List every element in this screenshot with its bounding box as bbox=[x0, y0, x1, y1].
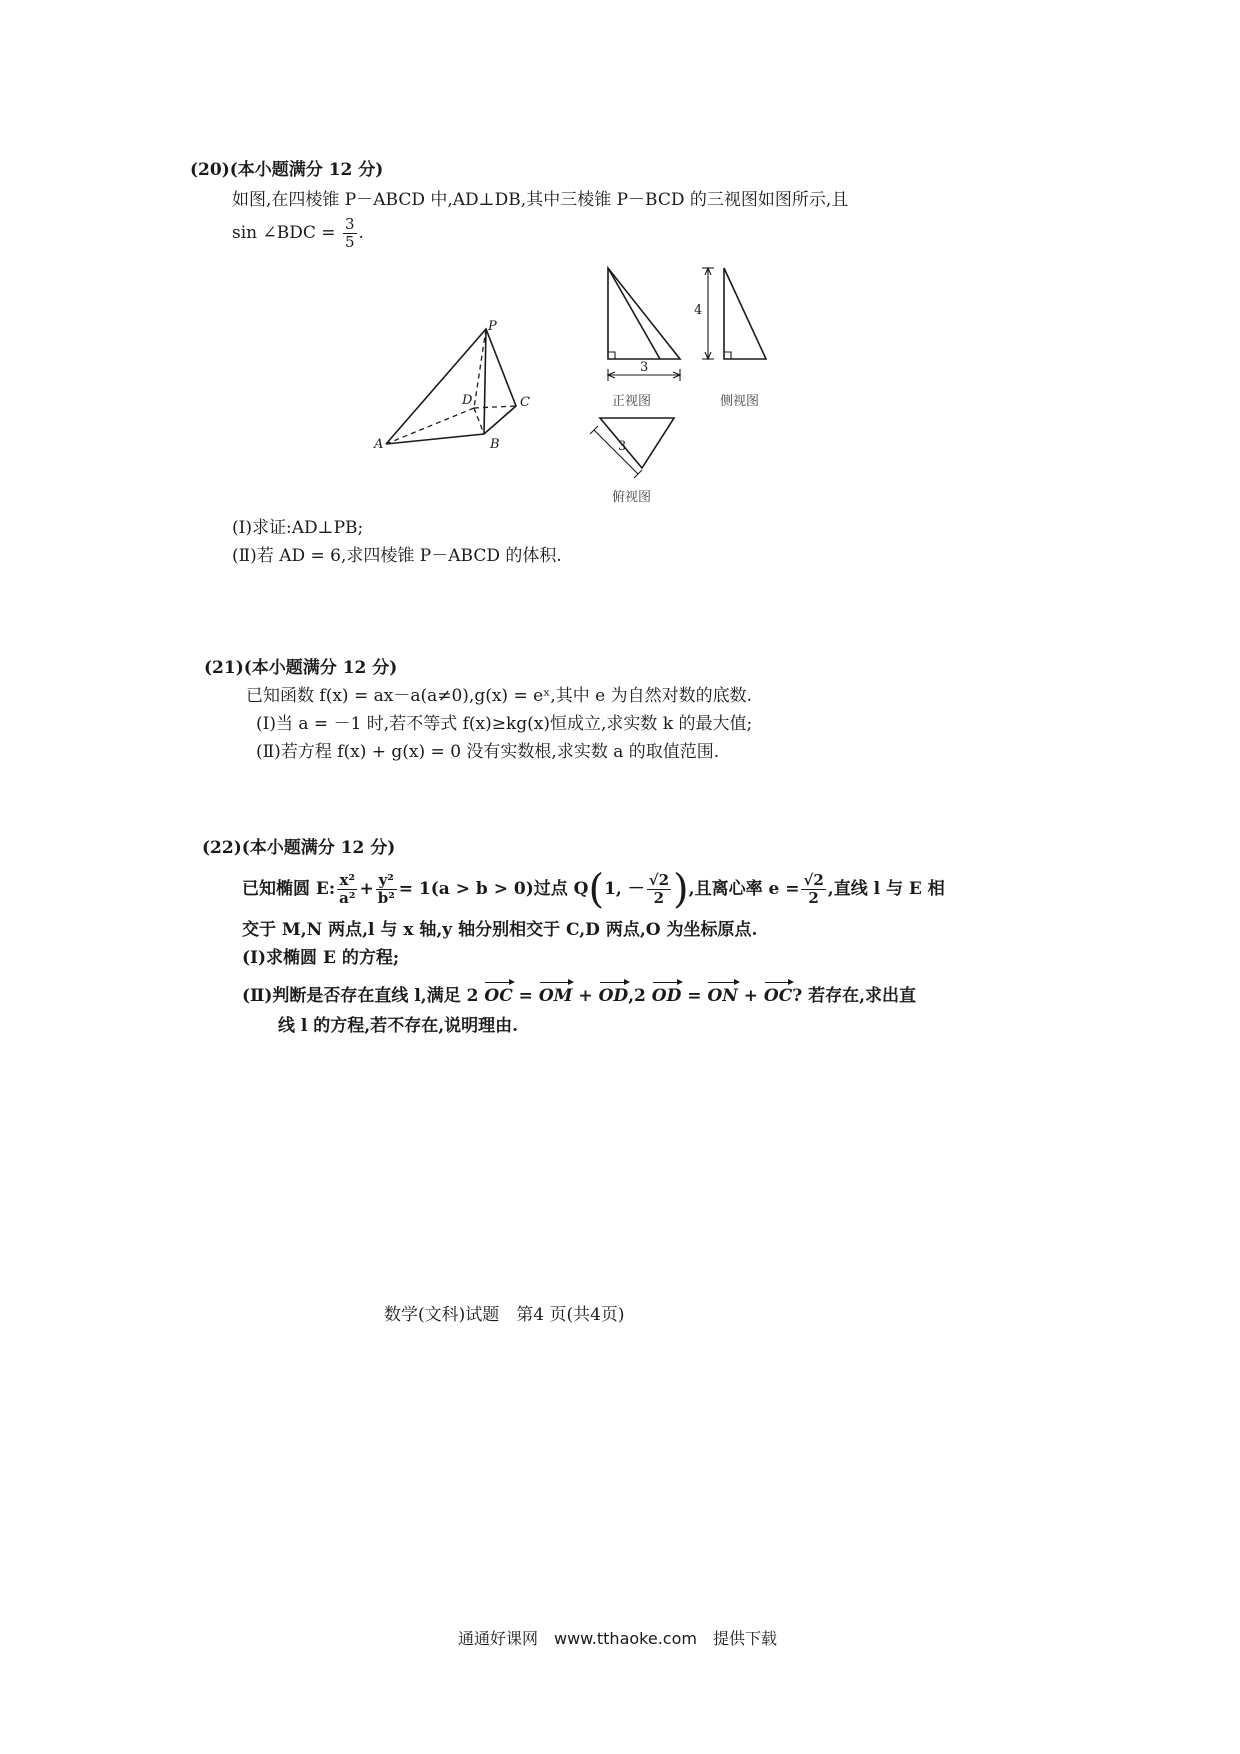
site-footer: 通通好课网 www.tthaoke.com 提供下载 bbox=[458, 1629, 777, 1648]
label-A: A bbox=[374, 437, 384, 452]
q22-statement-line2: 交于 M,N 两点,l 与 x 轴,y 轴分别相交于 C,D 两点,O 为坐标原点. bbox=[242, 920, 758, 940]
q22-frac-x bbox=[337, 872, 357, 907]
vector-OC-2: OC bbox=[763, 986, 793, 1006]
q20-part2: (Ⅱ)若 AD = 6,求四棱锥 P－ABCD 的体积. bbox=[232, 546, 562, 566]
page-footer: 数学(文科)试题 第4 页(共4页) bbox=[384, 1305, 625, 1325]
label-B: B bbox=[490, 437, 500, 452]
q22-paren-close: ) bbox=[673, 866, 689, 913]
q22-line-intersect: ,直线 l 与 E 相 bbox=[827, 879, 945, 899]
q22-frac-x-den: a² bbox=[339, 889, 356, 907]
q22-condition: = 1(a > b > 0)过点 Q bbox=[398, 879, 589, 899]
q22-plus: + bbox=[359, 879, 374, 899]
q22-ellipse-label: 已知椭圆 E: bbox=[242, 879, 336, 899]
q22-eq-1: = bbox=[518, 986, 533, 1006]
side-view bbox=[694, 262, 798, 372]
vector-OD: OD bbox=[598, 986, 629, 1006]
q20-statement-line2 bbox=[232, 216, 364, 251]
pyramid-figure bbox=[374, 319, 580, 462]
label-C: C bbox=[520, 395, 530, 410]
q21-statement: 已知函数 f(x) = ax－a(a≠0),g(x) = eˣ,其中 e 为自然对数的底数. bbox=[246, 686, 753, 706]
q22-part2-line2: 线 l 的方程,若不存在,说明理由. bbox=[278, 1016, 519, 1036]
q22-frac-y-num: y² bbox=[376, 872, 397, 890]
side-view-dim-label: 4 bbox=[694, 303, 703, 318]
q22-statement-line1 bbox=[242, 866, 945, 913]
q20-sin-suffix: . bbox=[358, 223, 364, 243]
q22-part2-line1 bbox=[242, 984, 916, 1008]
pyramid-edge-AD bbox=[386, 408, 474, 444]
top-view-dim-label: 3 bbox=[618, 439, 627, 454]
q22-plus-1: + bbox=[578, 986, 593, 1006]
pyramid-solid-edges bbox=[386, 329, 516, 444]
q22-eq-2: = bbox=[687, 986, 702, 1006]
q20-header: (20)(本小题满分 12 分) bbox=[190, 160, 384, 180]
label-P: P bbox=[488, 319, 497, 334]
q20-fraction-den: 5 bbox=[344, 233, 355, 251]
q22-paren-open: ( bbox=[588, 866, 605, 913]
front-view-inner-line bbox=[608, 268, 660, 359]
q22-frac-qy-num: √2 bbox=[648, 871, 670, 889]
q22-frac-qy-den: 2 bbox=[653, 889, 665, 907]
label-D: D bbox=[462, 393, 473, 408]
q22-part2-prefix: (Ⅱ)判断是否存在直线 l,满足 2 bbox=[242, 986, 479, 1006]
pyramid-edge-PB bbox=[484, 329, 486, 434]
side-view-triangle bbox=[724, 268, 766, 359]
top-view-triangle bbox=[600, 418, 674, 468]
front-view-dim-label: 3 bbox=[640, 360, 649, 375]
q20-sin-prefix: sin ∠BDC = bbox=[232, 223, 336, 243]
front-view-caption: 正视图 bbox=[612, 394, 652, 409]
side-view-caption: 侧视图 bbox=[720, 394, 760, 409]
top-view-caption: 俯视图 bbox=[612, 490, 652, 505]
q22-frac-y-den: b² bbox=[377, 889, 395, 907]
q20-part1: (Ⅰ)求证:AD⊥PB; bbox=[232, 518, 364, 538]
side-view-right-angle bbox=[724, 352, 731, 359]
q20-fraction-num: 3 bbox=[344, 215, 355, 233]
q22-frac-x-num: x² bbox=[337, 872, 357, 890]
q22-point-x: 1, － bbox=[604, 879, 645, 899]
q22-part2-suffix: ? 若存在,求出直 bbox=[792, 986, 917, 1006]
q21-part2: (Ⅱ)若方程 f(x) + g(x) = 0 没有实数根,求实数 a 的取值范围. bbox=[256, 742, 720, 762]
vector-ON: ON bbox=[707, 986, 738, 1006]
pyramid-edge-DC bbox=[474, 406, 516, 408]
vector-OC: OC bbox=[484, 986, 513, 1006]
front-view-triangle bbox=[608, 268, 680, 359]
vector-OD-2: OD bbox=[651, 986, 682, 1006]
q22-frac-e-num: √2 bbox=[803, 871, 824, 889]
vector-OM: OM bbox=[538, 986, 573, 1006]
q20-fraction bbox=[343, 216, 357, 251]
q22-comma-2: ,2 bbox=[628, 986, 646, 1006]
q22-plus-2: + bbox=[743, 986, 758, 1006]
q22-eccentricity-label: ,且离心率 e = bbox=[688, 879, 800, 899]
q21-part1: (Ⅰ)当 a = －1 时,若不等式 f(x)≥kg(x)恒成立,求实数 k 的最大值; bbox=[256, 714, 753, 734]
q22-part1: (Ⅰ)求椭圆 E 的方程; bbox=[242, 948, 400, 968]
front-view bbox=[594, 262, 704, 402]
front-view-right-angle bbox=[608, 352, 615, 359]
q22-frac-e bbox=[801, 872, 825, 907]
q22-frac-y bbox=[376, 872, 397, 907]
q21-header: (21)(本小题满分 12 分) bbox=[204, 658, 398, 678]
pyramid-edge-DB bbox=[474, 408, 484, 434]
q22-frac-qy bbox=[647, 872, 671, 907]
q20-statement-line1: 如图,在四棱锥 P－ABCD 中,AD⊥DB,其中三棱锥 P－BCD 的三视图如图所示,且 bbox=[232, 190, 849, 210]
top-view bbox=[588, 410, 698, 490]
q22-frac-e-den: 2 bbox=[808, 889, 819, 907]
q22-header: (22)(本小题满分 12 分) bbox=[202, 838, 396, 858]
